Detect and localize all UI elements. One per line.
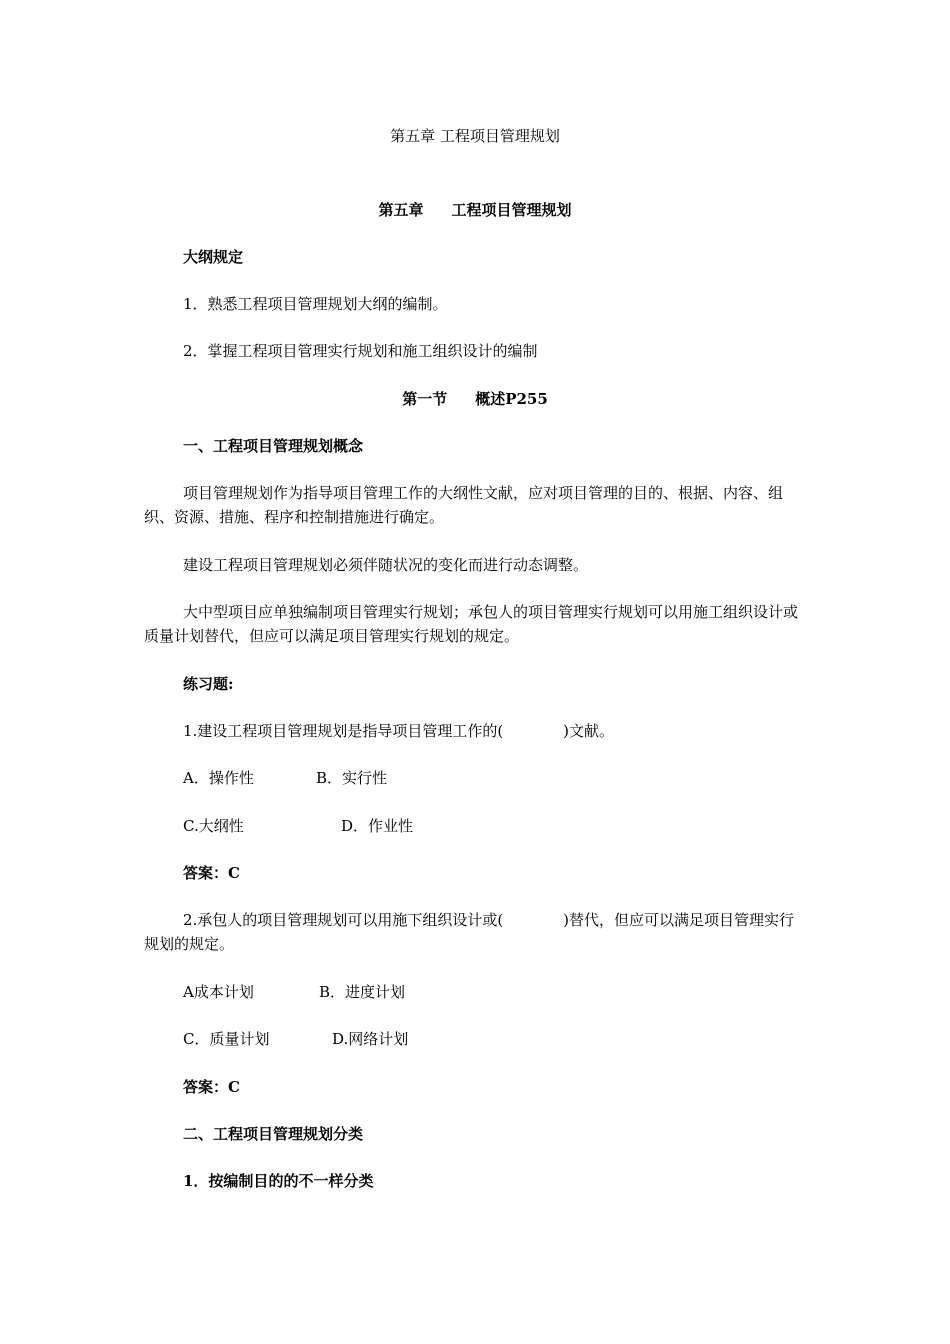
outline-item-1: 1．熟悉工程项目管理规划大纲的编制。 [183,295,448,313]
concept-paragraph-3: 大中型项目应单独编制项目管理实行规划；承包人的项目管理实行规划可以用施工组织设计或质量计划替代，但应可以满足项目管理实行规划的规定。 [144,603,799,645]
question-2-option-d: D.网络计划 [332,1030,409,1048]
classification-subheading: 1．按编制目的的不一样分类 [183,1172,374,1190]
concept-paragraph-2: 建设工程项目管理规划必须伴随状况的变化而进行动态调整。 [183,556,589,574]
concept-heading: 一、工程项目管理规划概念 [183,437,364,455]
chapter-number: 第五章 [378,201,424,219]
outline-item-2: 2．掌握工程项目管理实行规划和施工组织设计的编制 [183,342,538,360]
question-2-answer: 答案：C [183,1078,240,1096]
question-2-option-c: C．质量计划 [183,1030,270,1048]
chapter-name: 工程项目管理规划 [451,201,572,219]
question-1-option-c: C.大纲性 [183,817,244,835]
document-title: 第五章 工程项目管理规划 [390,127,560,145]
question-1-stem: 1.建设工程项目管理规划是指导项目管理工作的( )文献。 [183,722,615,740]
question-2-option-a: A成本计划 [183,983,254,1001]
question-2-option-b: B．进度计划 [319,983,406,1001]
concept-paragraph-1: 项目管理规划作为指导项目管理工作的大纲性文献，应对项目管理的目的、根据、内容、组织、资源、措施、程序和控制措施进行确定。 [144,484,784,526]
question-2-stem: 2.承包人的项目管理规划可以用施下组织设计或( )替代，但应可以满足项目管理实行规划的规定。 [144,911,795,953]
section-name: 概述P255 [475,390,548,408]
question-1-answer: 答案：C [183,864,240,882]
question-1-option-a: A．操作性 [183,769,254,787]
question-1-option-b: B．实行性 [316,769,388,787]
section-number: 第一节 [402,390,448,408]
section-heading [0,387,950,411]
chapter-heading [0,198,950,222]
outline-heading: 大纲规定 [183,248,244,266]
exercises-heading: 练习题: [183,675,234,693]
classification-heading: 二、工程项目管理规划分类 [183,1125,364,1143]
question-1-option-d: D．作业性 [341,817,414,835]
